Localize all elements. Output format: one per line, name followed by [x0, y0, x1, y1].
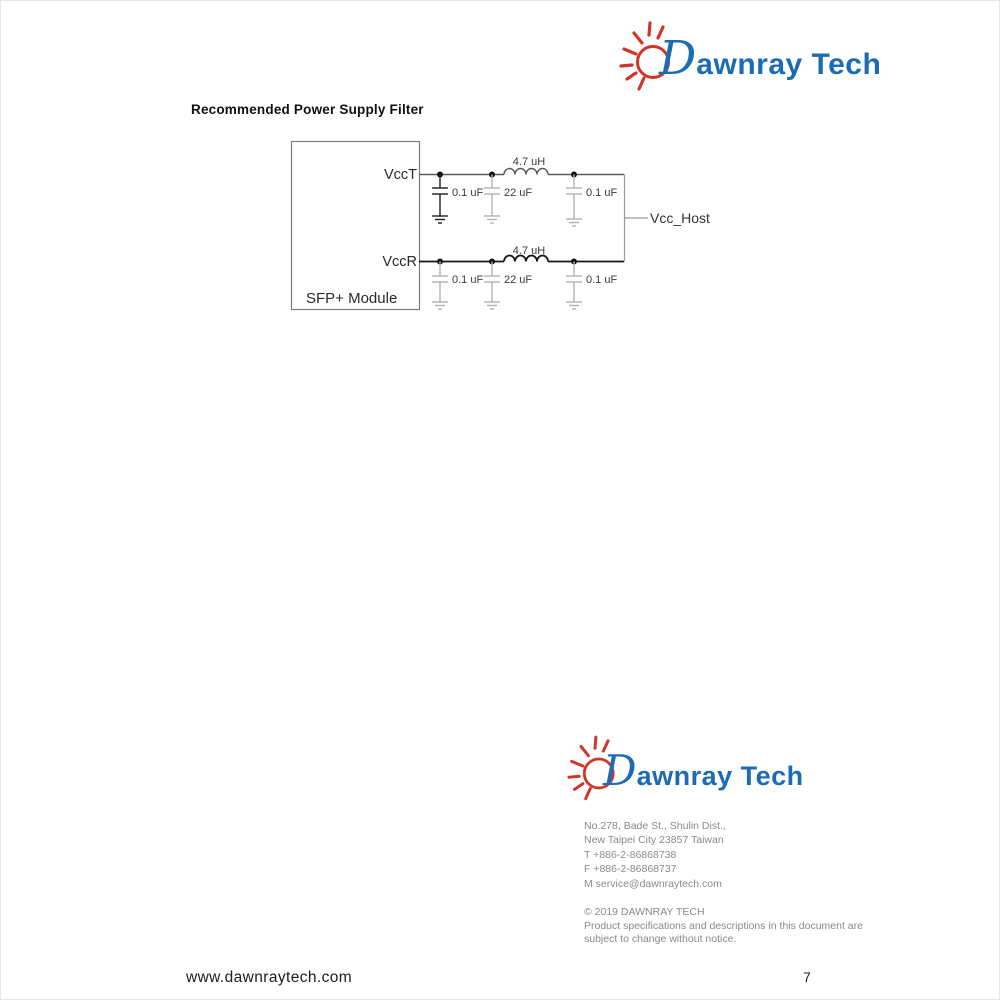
power-filter-circuit-diagram [1, 1, 1000, 1000]
capacitor-symbol-top-1 [432, 175, 448, 224]
fax-line: F +886-2-86868737 [584, 863, 677, 876]
capacitor-symbol-bottom-3 [566, 262, 582, 310]
vcc-host-label: Vcc_Host [650, 210, 710, 226]
notice-line-2: subject to change without notice. [584, 933, 737, 946]
telephone-line: T +886-2-86868738 [584, 848, 677, 861]
contact-block [584, 819, 726, 891]
page-number: 7 [803, 970, 811, 985]
notice-line-1: Product specifications and descriptions in this document are [584, 919, 863, 932]
company-logo-footer [567, 729, 804, 801]
cap-value-bottom-2: 22 uF [504, 274, 533, 286]
cap-value-bottom-1: 0.1 uF [452, 274, 484, 286]
sfp-module-label: SFP+ Module [306, 290, 398, 307]
company-logo-text: Dawnray Tech [603, 746, 804, 796]
vcct-pin-label: VccT [383, 167, 417, 183]
legal-block [584, 906, 863, 947]
cap-value-bottom-3: 0.1 uF [586, 274, 618, 286]
address-line-2: New Taipei City 23857 Taiwan [584, 834, 724, 847]
copyright-line: © 2019 DAWNRAY TECH [584, 906, 705, 918]
inductor-value-top: 4.7 uH [512, 156, 546, 168]
address-line-1: No.278, Bade St., Shulin Dist., [584, 820, 726, 832]
capacitor-symbol-bottom-1 [432, 262, 448, 310]
capacitor-symbol-bottom-2 [484, 262, 500, 310]
vccr-pin-label: VccR [382, 254, 417, 270]
capacitor-symbol-top-2 [484, 175, 500, 224]
vcct-rail [419, 169, 624, 175]
cap-value-top-2: 22 uF [504, 187, 533, 199]
cap-value-top-3: 0.1 uF [586, 187, 618, 199]
capacitor-symbol-top-3 [566, 175, 582, 227]
inductor-symbol-top [504, 169, 548, 175]
inductor-value-bottom: 4.7 uH [512, 245, 546, 257]
page-title: Recommended Power Supply Filter [191, 102, 424, 117]
company-logo-text: Dawnray Tech [659, 30, 882, 85]
cap-value-top-1: 0.1 uF [452, 187, 484, 199]
vcc-host-join [625, 175, 649, 262]
footer-website-url: www.dawnraytech.com [186, 969, 353, 986]
email-line: M service@dawnraytech.com [584, 877, 722, 890]
